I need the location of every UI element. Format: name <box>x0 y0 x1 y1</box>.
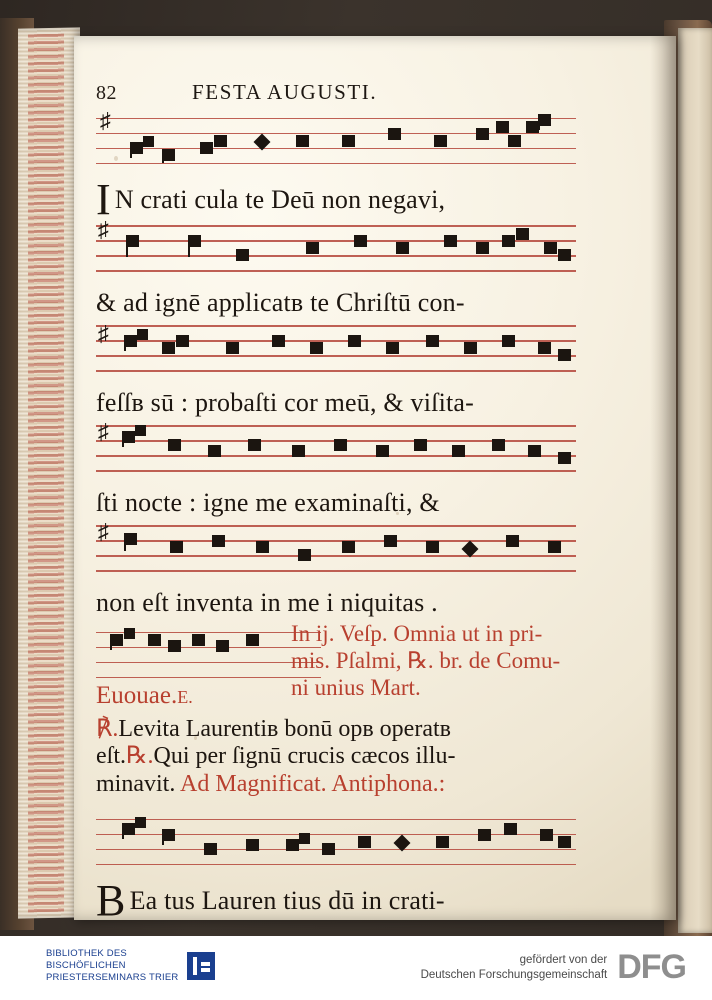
neume-note <box>342 135 355 147</box>
facing-page <box>678 28 712 933</box>
funder-text-line: gefördert von der <box>519 953 608 966</box>
chant-line-text: N crati cula te Deū non negavi, <box>114 185 446 214</box>
neume-note <box>376 445 389 457</box>
neume-note <box>544 242 557 254</box>
neume-note <box>299 833 310 844</box>
neume-note <box>342 541 355 553</box>
staff-line <box>96 662 321 663</box>
neume-stem <box>188 235 190 257</box>
neume-stem <box>538 114 540 130</box>
neume-note <box>124 628 135 639</box>
neume-note <box>414 439 427 451</box>
neume-note <box>168 640 181 652</box>
staff-line <box>96 849 576 850</box>
neume-note <box>236 249 249 261</box>
neume-note <box>214 135 227 147</box>
chant-staff-2 <box>96 217 576 287</box>
neume-note <box>246 839 259 851</box>
neume-note <box>388 128 401 140</box>
neume-note <box>168 439 181 451</box>
rubric-column <box>291 620 560 701</box>
neume-note <box>135 817 146 828</box>
clef-icon: ♯ <box>98 321 109 347</box>
staff-line <box>96 864 576 865</box>
neume-note <box>502 335 515 347</box>
neume-note <box>334 439 347 451</box>
staff-line <box>96 325 576 326</box>
neume-note <box>310 342 323 354</box>
staff-line <box>96 118 576 119</box>
staff-line <box>96 133 576 134</box>
versicle-block <box>96 716 576 799</box>
library-name-line: BIBLIOTHEK DES <box>46 948 127 959</box>
drop-cap: I <box>96 175 111 224</box>
neume-note <box>176 335 189 347</box>
neume-note <box>306 242 319 254</box>
neume-note <box>143 136 154 147</box>
neume-note <box>170 541 183 553</box>
neume-note <box>396 242 409 254</box>
clef-icon: ♯ <box>98 519 109 545</box>
neume-note <box>558 452 571 464</box>
neume-note <box>248 439 261 451</box>
staff-line <box>96 525 576 526</box>
rubric-line: In ij. Veſp. Omnia ut in pri- <box>291 620 543 646</box>
chant-text-line: ſti nocte : igne me examinaſti, & <box>96 488 440 518</box>
funder-credit <box>421 948 686 987</box>
staff-line <box>96 819 576 820</box>
neume-note <box>137 329 148 340</box>
staff-line <box>96 540 576 541</box>
book-fore-edge-red-stain <box>28 34 64 913</box>
neume-note <box>508 135 521 147</box>
chant-text-line: non eſt inventa in me i niquitas . <box>96 588 438 618</box>
staff-line <box>96 255 576 256</box>
clef-icon: ♯ <box>98 419 109 445</box>
euouae-section <box>96 620 576 716</box>
staff-line <box>96 677 321 678</box>
neume-note <box>426 335 439 347</box>
staff-line <box>96 647 321 648</box>
neume-stem <box>162 829 164 845</box>
dfg-logo-icon: DFG <box>617 948 686 986</box>
staff-line <box>96 370 576 371</box>
neume-stem <box>122 823 124 839</box>
folio-number: 82 <box>96 82 117 104</box>
neume-note <box>292 445 305 457</box>
neume-note <box>272 335 285 347</box>
neume-note <box>558 249 571 261</box>
neume-stem <box>126 235 128 257</box>
chant-text-line-final <box>96 875 576 925</box>
neume-note <box>192 634 205 646</box>
versicle-text: eſt. <box>96 743 126 770</box>
neume-note <box>538 342 551 354</box>
neume-note <box>216 640 229 652</box>
neume-note <box>296 135 309 147</box>
neume-stem <box>122 431 124 447</box>
staff-line <box>96 555 576 556</box>
clef-icon: ♯ <box>100 108 111 133</box>
funder-text <box>421 953 608 983</box>
staff-line <box>96 163 576 164</box>
neume-note <box>204 843 217 855</box>
neume-note <box>548 541 561 553</box>
neume-stem <box>124 335 126 351</box>
neume-note <box>436 836 449 848</box>
page-content <box>96 80 576 925</box>
page-header <box>96 80 576 110</box>
versicle-line <box>96 771 576 799</box>
neume-note <box>426 541 439 553</box>
chant-staff-4 <box>96 421 576 487</box>
versicle-text: Levita Laurentiʙ bonū opʙ operatʙ <box>118 715 451 742</box>
response-sign: ℞. <box>126 743 154 770</box>
neume-note <box>558 836 571 848</box>
neume-note <box>528 445 541 457</box>
neume-note <box>162 342 175 354</box>
running-title: FESTA AUGUSTI. <box>192 80 378 104</box>
library-logo-icon <box>187 952 215 980</box>
neume-note <box>226 342 239 354</box>
neume-note <box>558 349 571 361</box>
neume-note <box>208 445 221 457</box>
neume-note <box>200 142 213 154</box>
versicle-sign: ℟. <box>96 715 119 742</box>
chant-staff-5 <box>96 521 576 587</box>
library-name-line: BISCHÖFLICHEN <box>46 959 126 971</box>
neume-note <box>504 823 517 835</box>
funder-text-line: Deutschen Forschungsgemeinschaft <box>420 968 608 981</box>
library-credit <box>46 948 215 984</box>
neume-note <box>516 228 529 240</box>
neume-note <box>148 634 161 646</box>
staff-line <box>96 225 576 226</box>
neume-note <box>348 335 361 347</box>
neume-note <box>322 843 335 855</box>
library-name <box>46 948 179 984</box>
neume-note <box>496 121 509 133</box>
neume-stem <box>124 533 126 551</box>
euouae-label: Euouae.E. <box>96 681 193 709</box>
neume-stem <box>110 634 112 650</box>
response-text: Qui per ſignū crucis cæcos illu- <box>153 743 456 770</box>
staff-line <box>96 270 576 271</box>
drop-cap: B <box>96 875 126 925</box>
versicle-line <box>96 716 576 744</box>
chant-staff-6 <box>96 815 576 881</box>
chant-staff-3 <box>96 321 576 387</box>
neume-note <box>384 535 397 547</box>
clef-icon: ♯ <box>98 217 109 243</box>
neume-note <box>358 836 371 848</box>
staff-line <box>96 425 576 426</box>
rubric-line: ni unius Mart. <box>291 674 421 700</box>
neume-note <box>478 829 491 841</box>
versicle-line <box>96 743 576 771</box>
neume-note <box>135 425 146 436</box>
neume-note <box>246 634 259 646</box>
neume-note <box>502 235 515 247</box>
neume-note <box>464 342 477 354</box>
chant-text-line: & ad ignē applicatʙ te Chriſtū con- <box>96 288 465 318</box>
response-text-cont: minavit. <box>96 771 176 798</box>
staff-line <box>96 470 576 471</box>
neume-note <box>492 439 505 451</box>
neume-note <box>298 549 311 561</box>
rubric-line: mis. Pſalmi, ℞. br. de Comu- <box>291 647 561 673</box>
neume-stem <box>130 142 132 158</box>
footer-bar <box>0 936 712 1000</box>
staff-line <box>96 570 576 571</box>
neume-note <box>506 535 519 547</box>
neume-note <box>286 839 299 851</box>
neume-note <box>452 445 465 457</box>
staff-line <box>96 355 576 356</box>
library-name-line: PRIESTERSEMINARS TRIER <box>46 971 179 983</box>
rubric-magnificat: Ad Magnificat. Antiphona.: <box>180 771 446 798</box>
neume-note <box>444 235 457 247</box>
neume-note <box>540 829 553 841</box>
chant-text-line: feſſʙ sū : probaſti cor meū, & viſita- <box>96 388 475 418</box>
neume-note <box>476 128 489 140</box>
chant-text-line <box>96 175 576 224</box>
neume-stem <box>162 149 164 163</box>
neume-note <box>476 242 489 254</box>
neume-note <box>354 235 367 247</box>
chant-staff-1 <box>96 108 576 180</box>
neume-note <box>386 342 399 354</box>
staff-line <box>96 455 576 456</box>
euouae-label-small: E. <box>177 686 193 707</box>
neume-note <box>434 135 447 147</box>
neume-note <box>256 541 269 553</box>
chant-line-text: Ea tus Lauren tius dū in crati- <box>129 885 445 915</box>
neume-note <box>212 535 225 547</box>
